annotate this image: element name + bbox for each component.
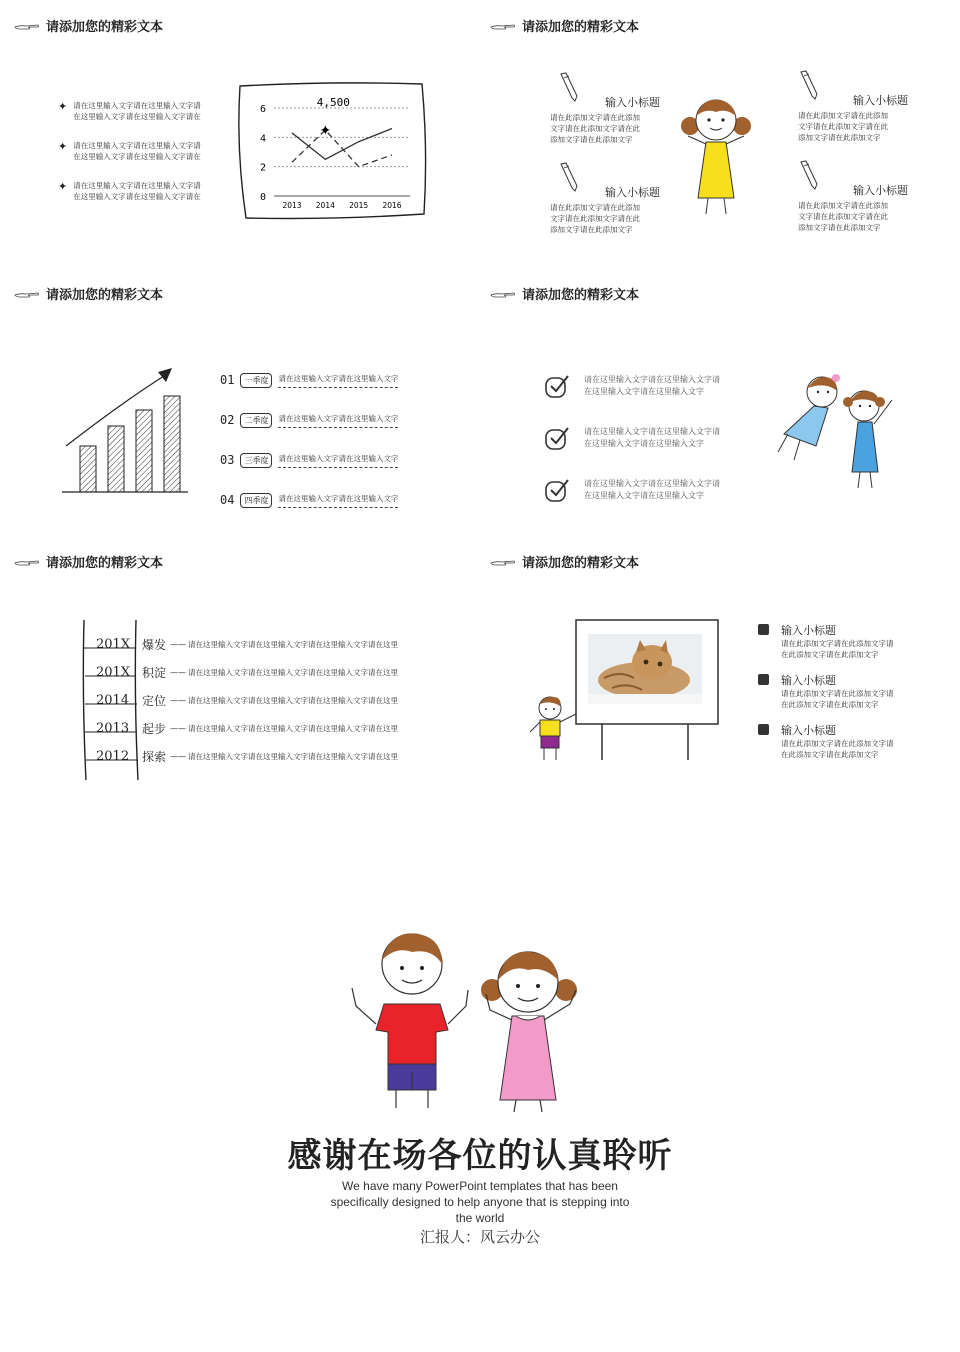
kitten-photo — [588, 634, 702, 704]
boy-with-board-illustration — [524, 618, 724, 764]
slide-title: 请添加您的精彩文本 — [490, 16, 639, 35]
list-item: 2014 定位 —— 请在这里输入文字请在这里输入文字请在这里输入文字请在这里 — [96, 692, 398, 708]
slide-title: 请添加您的精彩文本 — [14, 16, 163, 35]
list-item: ✦ 请在这里输入文字请在这里输入文字请 在这里输入文字请在这里输入文字请在 — [58, 140, 201, 161]
y-tick-label: 6 — [260, 104, 267, 115]
checkbox-checked-icon — [544, 425, 570, 451]
x-tick-label: 2014 — [315, 201, 335, 210]
list-item: 201X 积淀 —— 请在这里输入文字请在这里输入文字请在这里输入文字请在这里 — [96, 664, 398, 680]
slide-6 — [476, 536, 946, 796]
list-item: 请在这里输入文字请在这里输入文字请 在这里输入文字请在这里输入文字 — [544, 464, 720, 516]
pointing-hand-icon — [14, 289, 40, 299]
square-bullet-icon — [758, 674, 769, 685]
x-tick-label: 2015 — [349, 201, 369, 210]
list-item: 2013 起步 —— 请在这里输入文字请在这里输入文字请在这里输入文字请在这里 — [96, 720, 398, 736]
annotation-label: 4,500 — [316, 96, 350, 109]
final-slide — [0, 900, 960, 1260]
square-bullet-icon — [758, 624, 769, 635]
list-item: 请在这里输入文字请在这里输入文字请 在这里输入文字请在这里输入文字 — [544, 412, 720, 464]
list-item: 请在这里输入文字请在这里输入文字请 在这里输入文字请在这里输入文字 — [544, 360, 720, 412]
slide-2 — [476, 0, 946, 260]
list-item: ✦ 请在这里输入文字请在这里输入文字请 在这里输入文字请在这里输入文字请在 — [58, 100, 201, 121]
slide-title: 请添加您的精彩文本 — [14, 552, 163, 571]
list-item: 输入小标题 请在此添加文字请在此添加文字请 在此添加文字请在此添加文字 — [758, 622, 918, 672]
list-item: 输入小标题 请在此添加文字请在此添加文字请 在此添加文字请在此添加文字 — [758, 722, 918, 772]
quarter-list — [220, 360, 420, 520]
y-tick-label: 0 — [260, 192, 267, 203]
x-tick-label: 2016 — [382, 201, 402, 210]
list-item: 201X 爆发 —— 请在这里输入文字请在这里输入文字请在这里输入文字请在这里 — [96, 636, 398, 652]
check-list — [544, 360, 720, 516]
star-marker-icon: ✦ — [319, 123, 332, 139]
list-item: 01 一季度 请在这里输入文字请在这里输入文字 — [220, 373, 399, 387]
pointing-hand-icon — [14, 21, 40, 31]
x-tick-label: 2013 — [282, 201, 302, 210]
series-line-2 — [292, 130, 392, 167]
pointing-hand-icon — [14, 557, 40, 567]
info-block: 输入小标题 请在此添加文字请在此添加 文字请在此添加文字请在此 添加文字请在此添加文字 — [798, 94, 908, 142]
list-item: 2012 探索 —— 请在这里输入文字请在这里输入文字请在这里输入文字请在这里 — [96, 748, 398, 764]
boy-and-girl-illustration — [340, 924, 620, 1114]
pointing-hand-icon — [490, 557, 516, 567]
sparkle-icon: ✦ — [58, 180, 68, 193]
sparkle-icon: ✦ — [58, 140, 68, 153]
list-item: 04 四季度 请在这里输入文字请在这里输入文字 — [220, 493, 399, 507]
list-item: 输入小标题 请在此添加文字请在此添加文字请 在此添加文字请在此添加文字 — [758, 672, 918, 722]
info-block: 输入小标题 请在此添加文字请在此添加 文字请在此添加文字请在此 添加文字请在此添加文字 — [550, 96, 660, 144]
slide-4 — [476, 268, 946, 528]
slide-title: 请添加您的精彩文本 — [14, 284, 163, 303]
pointing-hand-icon — [490, 21, 516, 31]
line-chart — [234, 80, 430, 224]
final-title: 感谢在场各位的认真聆听 — [287, 1136, 673, 1176]
sparkle-icon: ✦ — [58, 100, 68, 113]
info-list — [758, 622, 918, 772]
two-girls-illustration — [776, 368, 906, 492]
slide-title: 请添加您的精彩文本 — [490, 552, 639, 571]
list-item: 03 三季度 请在这里输入文字请在这里输入文字 — [220, 453, 399, 467]
bullet-list — [58, 100, 201, 202]
checkbox-checked-icon — [544, 477, 570, 503]
growth-bar-illustration — [60, 364, 190, 496]
slide-3 — [0, 268, 470, 528]
checkbox-checked-icon — [544, 373, 570, 399]
list-item: ✦ 请在这里输入文字请在这里输入文字请 在这里输入文字请在这里输入文字请在 — [58, 180, 201, 201]
info-block: 输入小标题 请在此添加文字请在此添加 文字请在此添加文字请在此 添加文字请在此添加文字 — [550, 186, 660, 234]
timeline-list — [96, 630, 426, 770]
slide-title: 请添加您的精彩文本 — [490, 284, 639, 303]
reporter: 汇报人：风云办公 — [419, 1228, 540, 1246]
square-bullet-icon — [758, 724, 769, 735]
info-block: 输入小标题 请在此添加文字请在此添加 文字请在此添加文字请在此 添加文字请在此添加文字 — [798, 184, 908, 232]
slide-5 — [0, 536, 470, 796]
y-tick-label: 2 — [260, 162, 267, 174]
slide-1 — [0, 0, 470, 260]
list-item: 02 二季度 请在这里输入文字请在这里输入文字 — [220, 413, 399, 427]
english-subtitle: We have many PowerPoint templates that has been specifically designed to help anyone that is stepping into the world — [330, 1179, 630, 1225]
series-line-1 — [292, 129, 392, 160]
girl-yellow-dress-illustration — [676, 92, 756, 220]
pointing-hand-icon — [490, 289, 516, 299]
y-tick-label: 4 — [260, 133, 267, 145]
